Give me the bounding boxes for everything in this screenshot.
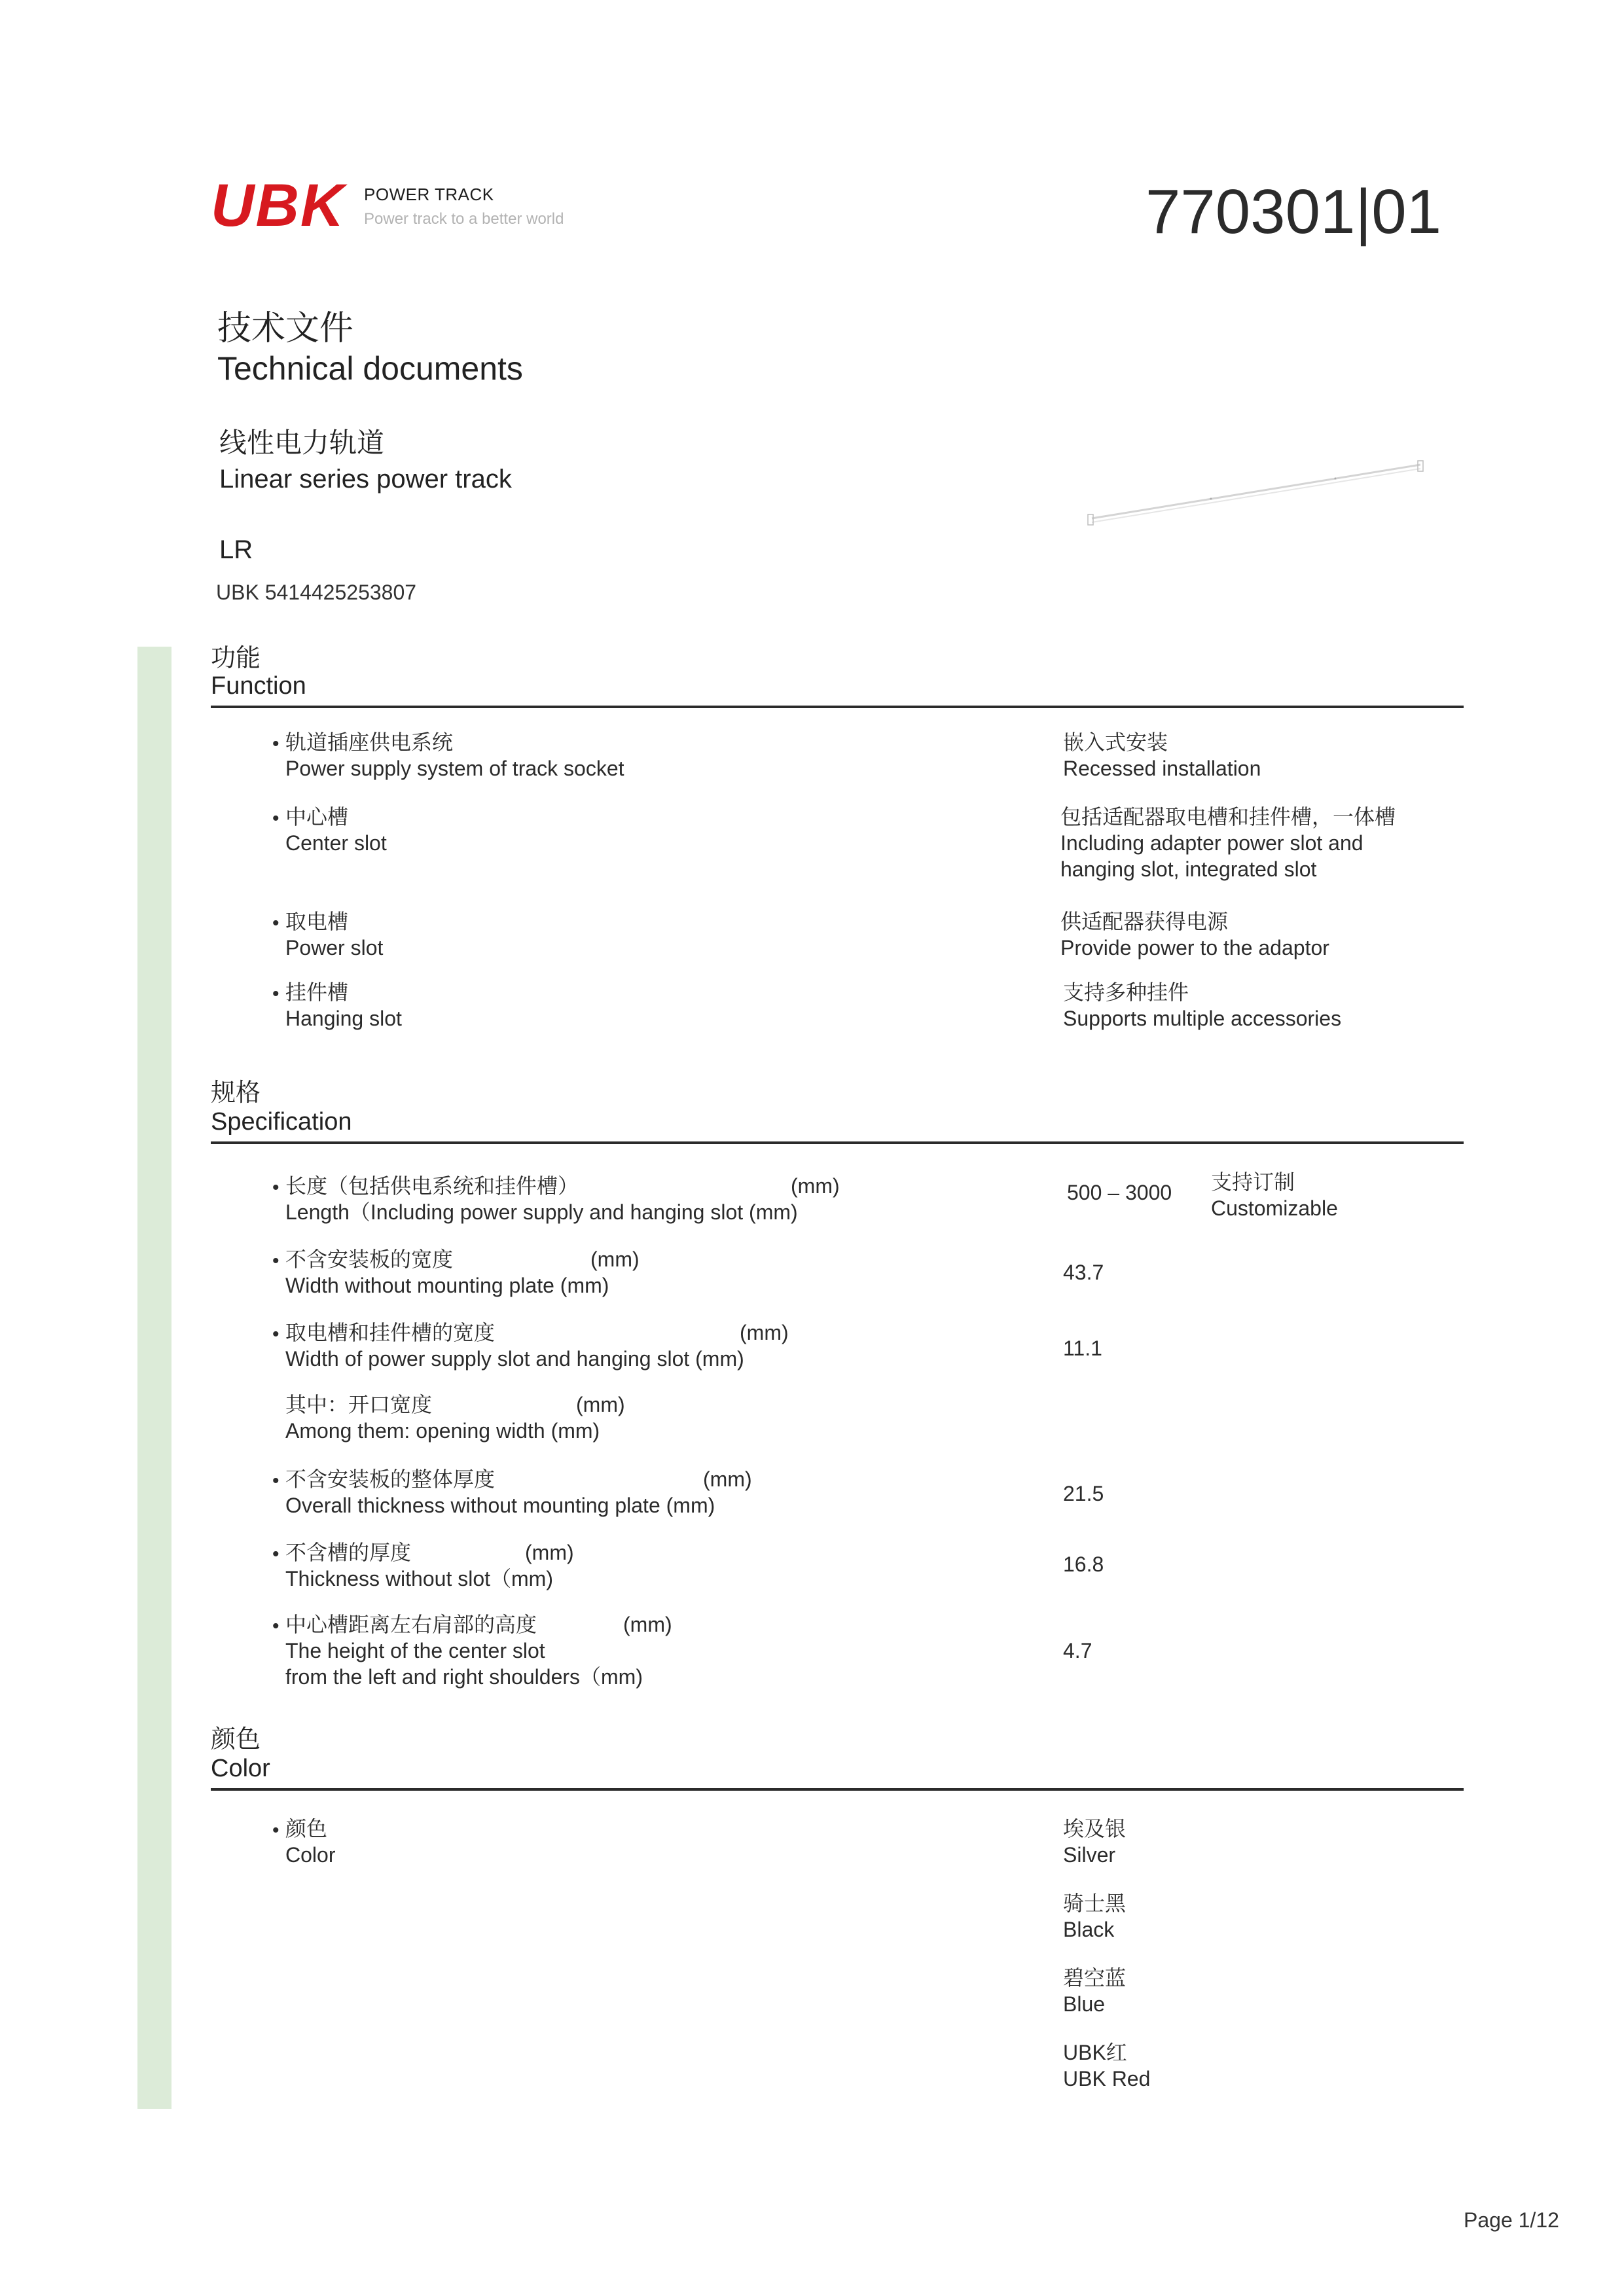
bullet: • (272, 1250, 280, 1272)
bullet: • (272, 983, 280, 1005)
color-option-cn: 埃及银 (1063, 1817, 1127, 1840)
brand-title: POWER TRACK (364, 185, 494, 204)
color-divider (211, 1788, 1464, 1791)
function-value-cn: 供适配器获得电源 (1060, 910, 1229, 933)
spec-item-cn: 不含安装板的整体厚度 (285, 1467, 496, 1491)
spec-item-unit: (mm) (623, 1613, 672, 1636)
spec-divider (211, 1141, 1464, 1144)
function-value-en: Including adapter power slot and (1060, 831, 1363, 855)
spec-item-unit: (mm) (590, 1247, 640, 1271)
product-series-en: Linear series power track (219, 465, 512, 493)
page-number: Page 1/12 (1464, 2208, 1559, 2232)
spec-item-en: Overall thickness without mounting plate (mm) (285, 1494, 715, 1517)
bullet: • (272, 1543, 280, 1565)
color-heading-cn: 颜色 (211, 1726, 261, 1753)
spec-item-unit: (mm) (576, 1393, 625, 1416)
product-series-cn: 线性电力轨道 (219, 427, 385, 458)
spec-heading-cn: 规格 (211, 1079, 261, 1107)
bullet: • (272, 912, 280, 934)
color-option-cn: 骑士黑 (1063, 1892, 1127, 1915)
function-item-en: Power supply system of track socket (285, 757, 624, 780)
color-option-cn: 碧空蓝 (1063, 1966, 1127, 1990)
color-option-en: Black (1063, 1918, 1115, 1941)
page-title-en: Technical documents (217, 350, 523, 387)
spec-value: 16.8 (1063, 1552, 1104, 1576)
function-item-cn: 轨道插座供电系统 (285, 730, 454, 754)
spec-value: 43.7 (1063, 1261, 1104, 1284)
barcode-number: UBK 5414425253807 (216, 581, 417, 604)
function-value-cn: 嵌入式安装 (1063, 730, 1168, 754)
bullet: • (272, 1177, 280, 1198)
spec-item-cn: 取电槽和挂件槽的宽度 (285, 1321, 496, 1344)
function-value-en-line2: hanging slot, integrated slot (1060, 857, 1317, 881)
spec-item-en: Thickness without slot（mm) (285, 1567, 553, 1590)
function-item-cn: 取电槽 (285, 910, 349, 933)
function-heading-cn: 功能 (211, 645, 261, 672)
spec-value: 21.5 (1063, 1482, 1104, 1505)
page-title-cn: 技术文件 (217, 310, 354, 348)
spec-item-en: Among them: opening width (mm) (285, 1419, 600, 1443)
bullet: • (272, 1470, 280, 1492)
spec-value: 500 – 3000 (1067, 1181, 1172, 1204)
bullet: • (272, 1615, 280, 1637)
function-item-cn: 挂件槽 (285, 980, 349, 1004)
spec-item-cn: 不含槽的厚度 (285, 1541, 412, 1564)
spec-item-cn: 中心槽距离左右肩部的高度 (285, 1613, 537, 1636)
model-code: LR (219, 535, 253, 564)
function-item-cn: 中心槽 (285, 805, 349, 829)
bullet: • (272, 733, 280, 755)
bullet: • (272, 1323, 280, 1345)
spec-item-unit: (mm) (791, 1174, 840, 1198)
color-option-en: UBK Red (1063, 2067, 1151, 2090)
spec-note-cn: 支持订制 (1211, 1170, 1295, 1194)
bullet: • (272, 1820, 280, 1841)
function-value-en: Provide power to the adaptor (1060, 936, 1329, 960)
spec-value: 4.7 (1063, 1639, 1092, 1662)
function-heading-en: Function (211, 672, 306, 700)
color-option-cn: UBK红 (1063, 2041, 1127, 2064)
color-item-en: Color (285, 1843, 336, 1867)
brand-slogan: Power track to a better world (364, 210, 564, 228)
spec-item-en-line2: from the left and right shoulders（mm) (285, 1665, 643, 1689)
function-item-en: Center slot (285, 831, 387, 855)
product-track-image (1087, 458, 1427, 537)
function-divider (211, 706, 1464, 708)
spec-item-cn: 长度（包括供电系统和挂件槽） (285, 1174, 579, 1198)
spec-item-en: The height of the center slot (285, 1639, 545, 1662)
function-value-cn: 支持多种挂件 (1063, 980, 1189, 1004)
color-option-en: Blue (1063, 1992, 1106, 2016)
function-item-en: Hanging slot (285, 1007, 402, 1030)
spec-note-en: Customizable (1211, 1196, 1338, 1220)
function-item-en: Power slot (285, 936, 384, 960)
color-option-en: Silver (1063, 1843, 1116, 1867)
spec-item-en: Width of power supply slot and hanging slot (mm) (285, 1347, 744, 1371)
color-heading-en: Color (211, 1755, 270, 1782)
spec-item-unit: (mm) (525, 1541, 574, 1564)
spec-item-cn: 其中：开口宽度 (285, 1393, 433, 1416)
spec-item-cn: 不含安装板的宽度 (285, 1247, 454, 1271)
function-value-en: Supports multiple accessories (1063, 1007, 1342, 1030)
accent-bar (137, 647, 171, 2109)
spec-heading-en: Specification (211, 1108, 352, 1136)
document-number: 770301|01 (1146, 177, 1442, 247)
spec-item-unit: (mm) (740, 1321, 789, 1344)
spec-item-en: Width without mounting plate (mm) (285, 1274, 609, 1297)
spec-value: 11.1 (1063, 1336, 1102, 1360)
color-item-cn: 颜色 (285, 1817, 328, 1840)
spec-item-en: Length（Including power supply and hanging slot (mm) (285, 1200, 798, 1224)
spec-item-unit: (mm) (703, 1467, 752, 1491)
bullet: • (272, 808, 280, 829)
brand-logo: UBK (211, 172, 346, 239)
function-value-en: Recessed installation (1063, 757, 1261, 780)
function-value-cn: 包括适配器取电槽和挂件槽，一体槽 (1060, 805, 1396, 829)
